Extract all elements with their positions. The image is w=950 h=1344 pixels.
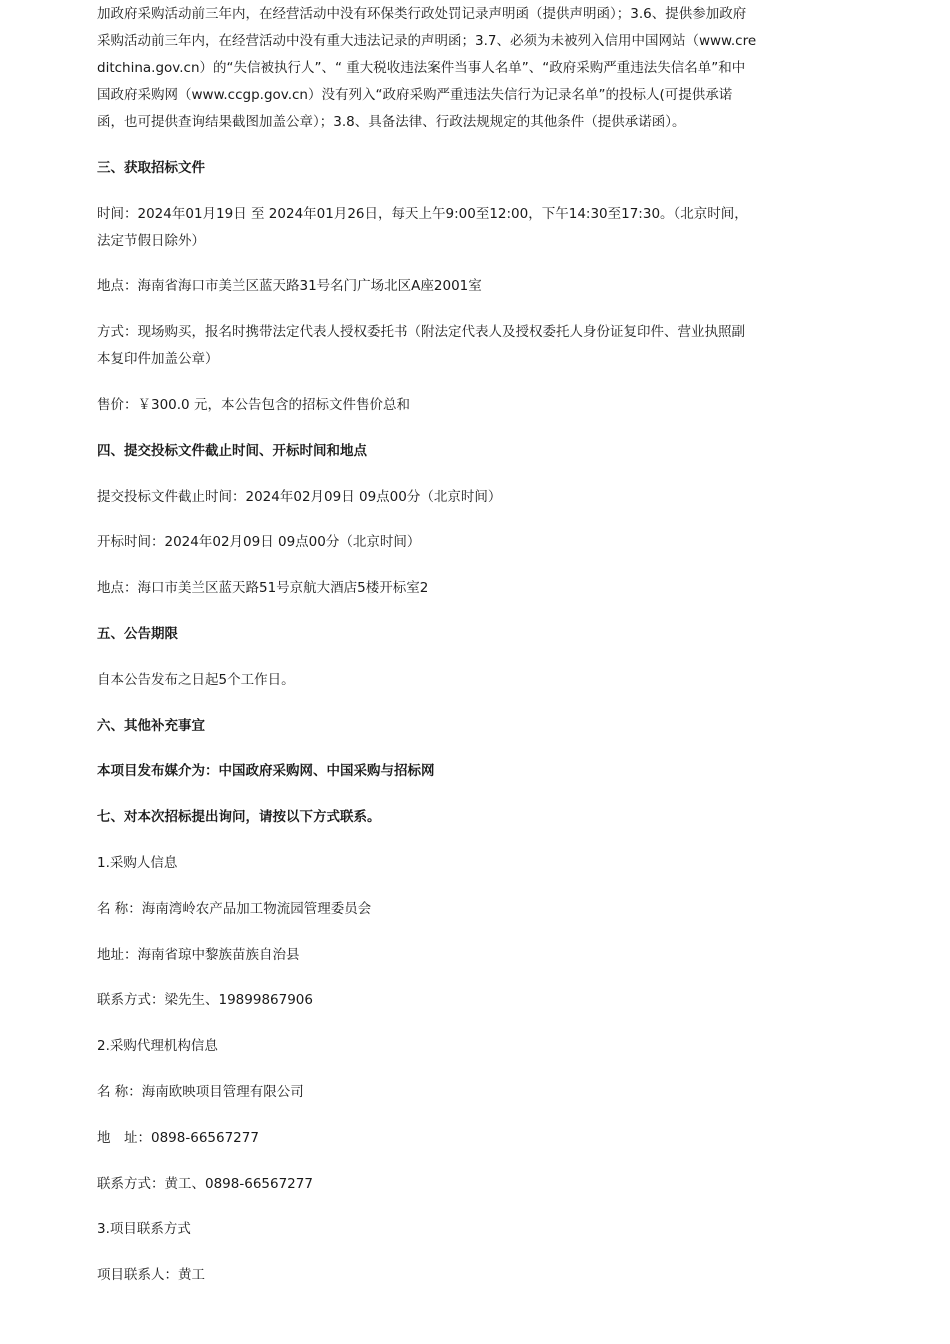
document-acquisition-place: 地点：海南省海口市美兰区蓝天路31号名门广场北区A座2001室 [97,278,482,295]
project-contact-person: 项目联系人：黄工 [97,1267,205,1284]
section-4-heading: 四、提交投标文件截止时间、开标时间和地点 [97,442,367,459]
announcement-period: 自本公告发布之日起5个工作日。 [97,671,295,688]
publication-media: 本项目发布媒介为：中国政府采购网、中国采购与招标网 [97,763,435,780]
purchaser-info-title: 1.采购人信息 [97,854,178,871]
project-contact-title: 3.项目联系方式 [97,1221,191,1238]
agency-contact: 联系方式：黄工、0898-66567277 [97,1175,313,1192]
purchaser-name: 名 称：海南湾岭农产品加工物流园管理委员会 [97,900,372,917]
document-acquisition-method: 方式：现场购买，报名时携带法定代表人授权委托书（附法定代表人及授权委托人身份证复印件、营业执照副本复印件加盖公章） [97,324,745,368]
section-3-heading: 三、获取招标文件 [97,159,205,176]
qualification-requirements-continued: 加政府采购活动前三年内，在经营活动中没有环保类行政处罚记录声明函（提供声明函）；3.6、提供参加政府采购活动前三年内，在经营活动中没有重大违法记录的声明函；3.7、必须为未被列入信用中国网站（www.creditchina.gov.cn）的“失信被执行人”、“ 重大税收违法案件当事人名单”、“政府采购严重违法失信名单”和中国政府采购网（www.ccgp.gov.cn）没有列入“政府采购严重违法失信行为记录名单”的投标人(可提供承诺函，也可提供查询结果截图加盖公章）；3.8、具备法律、行政法规规定的其他条件（提供承诺函）。 [97,6,757,130]
document-acquisition-time: 时间：2024年01月19日 至 2024年01月26日，每天上午9:00至12:00，下午14:30至17:30。（北京时间，法定节假日除外） [97,205,748,249]
agency-info-title: 2.采购代理机构信息 [97,1038,218,1055]
document-price: 售价：￥300.0 元，本公告包含的招标文件售价总和 [97,396,410,413]
agency-name: 名 称：海南欧映项目管理有限公司 [97,1083,304,1100]
purchaser-address: 地址：海南省琼中黎族苗族自治县 [97,946,300,963]
section-6-heading: 六、其他补充事宜 [97,717,205,734]
purchaser-contact: 联系方式：梁先生、19899867906 [97,992,313,1009]
bid-opening-place: 地点：海口市美兰区蓝天路51号京航大酒店5楼开标室2 [97,580,429,597]
document-body [97,0,757,1289]
bid-opening-time: 开标时间：2024年02月09日 09点00分（北京时间） [97,534,421,551]
bid-submission-deadline: 提交投标文件截止时间：2024年02月09日 09点00分（北京时间） [97,488,502,505]
agency-address: 地 址：0898-66567277 [97,1129,259,1146]
section-7-heading: 七、对本次招标提出询问，请按以下方式联系。 [97,809,381,826]
section-5-heading: 五、公告期限 [97,625,178,642]
